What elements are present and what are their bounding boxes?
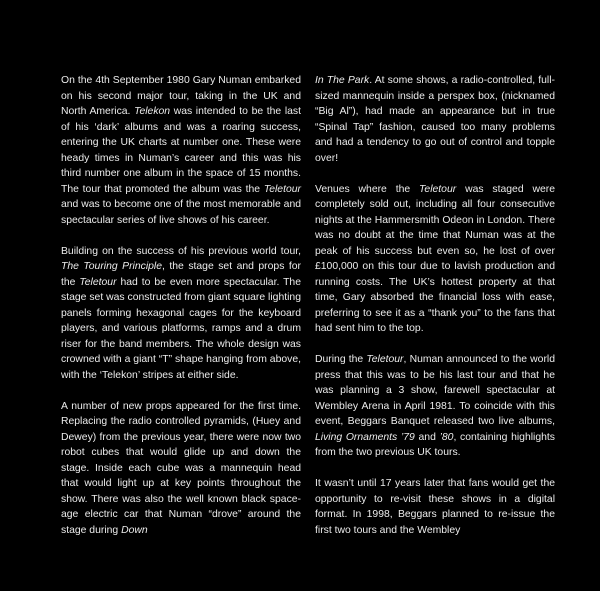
paragraph-text: . At some shows, a radio-controlled, full-sized mannequin inside a perspex box, (nicknamed “Big Al”), had made an appearance but in true “Spinal Tap” fashion, caused too many problems and had a tendency to go out of control and topple over!	[315, 75, 555, 164]
italic-title-text: Teletour	[419, 183, 457, 195]
italic-title-text: The Touring Principle	[61, 261, 163, 272]
paragraph-text: It wasn’t until 17 years later that fans would get the opportunity to re-visit these shows in a digital format. In 1998, Beggars planned to re-issue the first two tours and the Wembley	[315, 478, 555, 536]
paragraph-text: , containing highlights from the two previous UK tours.	[315, 431, 555, 458]
paragraph-text: Building on the success of his previous world tour,	[61, 245, 301, 257]
paragraph-text: was staged were completely sold out, including all four consecutive nights at the Hammersmith Odeon in London. There was no doubt at the time that Numan was at the peak of his success but even so, he lost of over £100,000 on this tour due to lavish production and running costs. The UK’s hottest property at that time, Gary absorbed the financial loss with ease, preferring to see it as a “thank you” to the fans that had sent him to the top.	[315, 183, 556, 334]
paragraph-text: was intended to be the last of his ‘dark’ albums and was a roaring success, entering the UK charts at number one. These were heady times in Numan’s career and this was his third number one album in the space of 15 months. The tour that promoted the album was the	[61, 106, 301, 195]
paragraph-text: Venues where the	[315, 183, 420, 195]
paragraph-text: , the stage set and props for the	[61, 261, 301, 288]
italic-title-text: In The Park	[315, 75, 370, 86]
body-paragraph	[315, 352, 555, 461]
italic-title-text: ’80	[439, 431, 454, 443]
paragraph-text: On the 4th September 1980 Gary Numan embarked on his second major tour, taking in the UK and North America.	[61, 75, 301, 117]
paragraph-text: had to be even more spectacular. The stage set was constructed from giant square lighting panels forming hexagonal cages for the keyboard players, and various platforms, ramps and a drum riser for the band members. The whole design was crowned with a giant “T” shape hanging from above, with the ‘Telekon’ stripes at either side.	[61, 276, 301, 381]
right-text-column	[315, 73, 555, 554]
body-paragraph	[61, 399, 301, 539]
italic-title-text: Teletour	[263, 183, 301, 195]
paragraph-text: and was to become one of the most memorable and spectacular series of live shows of his career.	[61, 199, 301, 226]
body-paragraph	[315, 73, 555, 166]
italic-title-text: Telekon	[134, 106, 171, 117]
italic-title-text: Down	[121, 524, 148, 536]
paragraph-text: During the	[315, 354, 367, 365]
body-paragraph	[315, 182, 555, 337]
italic-title-text: Teletour	[79, 276, 117, 288]
paragraph-text: A number of new props appeared for the first time. Replacing the radio controlled pyramids, (Huey and Dewey) from the previous year, there were now two robot cubes that would glide up and down the stage. Inside each cube was a mannequin head that would light up at key points throughout the show. There was also the well known black space-age electric car that Numan “drove” around the stage during	[61, 400, 301, 536]
paragraph-text: , Numan announced to the world press that this was to be his last tour and that he was planning a 3 show, farewell spectacular at Wembley Arena in April 1981. To coincide with this event, Beggars Banquet released two live albums,	[315, 354, 556, 427]
left-text-column	[61, 73, 301, 554]
body-paragraph	[61, 73, 301, 228]
body-paragraph	[315, 476, 555, 538]
italic-title-text: Living Ornaments ’79	[315, 431, 415, 443]
paragraph-text: and	[414, 431, 440, 443]
italic-title-text: Teletour	[366, 354, 404, 365]
body-paragraph	[61, 244, 301, 384]
